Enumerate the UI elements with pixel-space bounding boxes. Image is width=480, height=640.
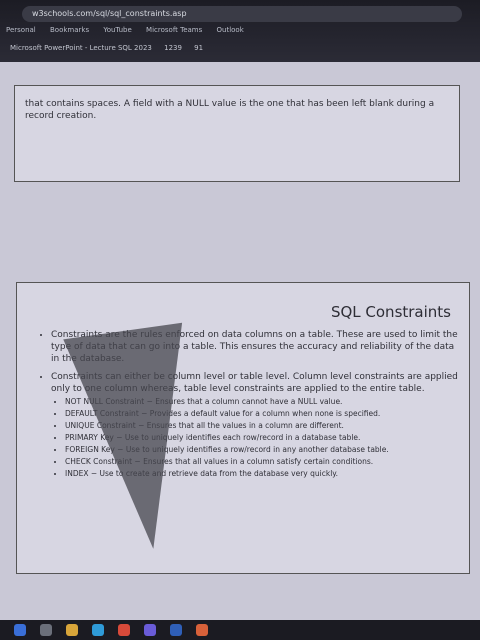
bookmarks-bar xyxy=(0,26,480,40)
search-icon[interactable] xyxy=(40,624,52,636)
list-item: • UNIQUE Constraint − Ensures that all the values in a column are different. xyxy=(65,421,461,431)
previous-section-text: that contains spaces. A field with a NULL value is the one that has been left blank during a record creation. xyxy=(25,99,435,121)
window-title: Microsoft PowerPoint - Lecture SQL 2023 xyxy=(10,44,152,52)
bookmark-item[interactable]: Outlook xyxy=(216,26,244,34)
browser-chrome xyxy=(0,0,480,62)
app-toolbar xyxy=(0,44,480,62)
list-item: • NOT NULL Constraint − Ensures that a column cannot have a NULL value. xyxy=(65,397,461,407)
list-item: • Constraints are the rules enforced on data columns on a table. These are used to limit the type of data that can go into a table. This ensures the accuracy and reliability of the data in the database. xyxy=(51,329,461,365)
chrome-icon[interactable] xyxy=(118,624,130,636)
list-item: • CHECK Constraint − Ensures that all values in a column satisfy certain conditions. xyxy=(65,457,461,467)
word-icon[interactable] xyxy=(170,624,182,636)
edge-icon[interactable] xyxy=(92,624,104,636)
list-item: • DEFAULT Constraint − Provides a default value for a column when none is specified. xyxy=(65,409,461,419)
previous-section-box xyxy=(14,85,460,182)
page-title: SQL Constraints xyxy=(330,303,451,321)
bookmark-item[interactable]: Microsoft Teams xyxy=(146,26,203,34)
taskbar xyxy=(0,620,480,640)
file-explorer-icon[interactable] xyxy=(66,624,78,636)
address-bar[interactable]: w3schools.com/sql/sql_constraints.asp xyxy=(22,6,462,22)
bookmark-item[interactable]: YouTube xyxy=(103,26,132,34)
powerpoint-icon[interactable] xyxy=(196,624,208,636)
list-item: • Constraints can either be column level or table level. Column level constraints are applied only to one column whereas, table level constraints are applied to the entire table. • NOT NULL Constraint − Ensures that a column cannot have a NULL value. • DEFAULT Constraint − Provides a default value for a column when none is specified. • UNIQUE Constraint − Ensures that all the values in a column are different. • PRIMARY Key − Use to uniquely identifies each row/record in a database table. • FOREIGN Key − Use to uniquely identifies a row/record in any another database table. • CHECK Constraint − Ensures that all values in a column satisfy certain conditions. • INDEX − Use to create and retrieve data from the database very quickly. xyxy=(51,371,461,479)
toolbar-field[interactable]: 1239 xyxy=(164,44,182,52)
start-icon[interactable] xyxy=(14,624,26,636)
toolbar-field[interactable]: 91 xyxy=(194,44,204,52)
bookmark-item[interactable]: Personal xyxy=(6,26,36,34)
list-item: • PRIMARY Key − Use to uniquely identifies each row/record in a database table. xyxy=(65,433,461,443)
teams-icon[interactable] xyxy=(144,624,156,636)
list-item: • FOREIGN Key − Use to uniquely identifies a row/record in any another database table. xyxy=(65,445,461,455)
bookmark-item[interactable]: Bookmarks xyxy=(50,26,90,34)
list-item: • INDEX − Use to create and retrieve data from the database very quickly. xyxy=(65,469,461,479)
